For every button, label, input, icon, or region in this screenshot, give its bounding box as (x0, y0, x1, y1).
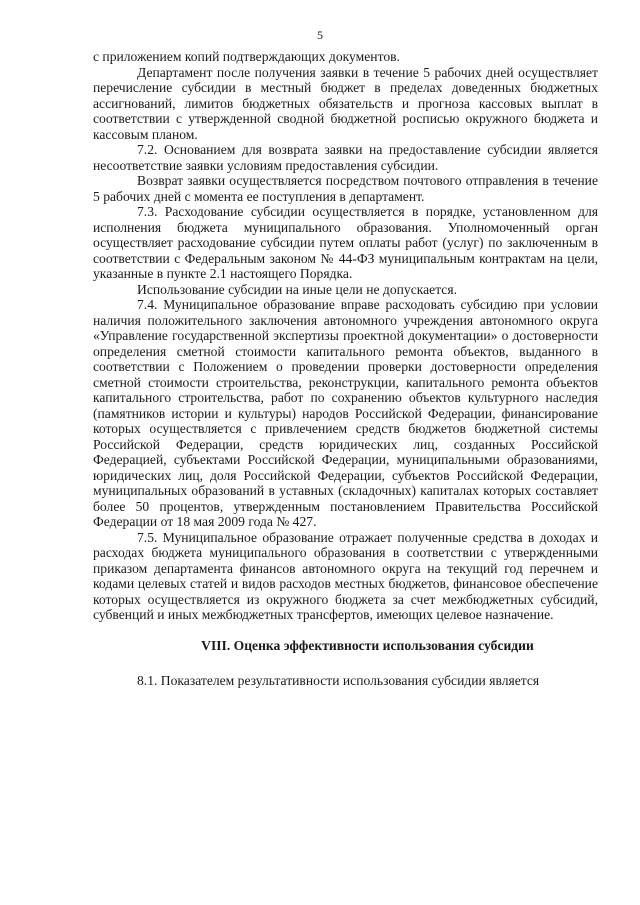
section-heading: VIII. Оценка эффективности использования субсидии (201, 637, 534, 653)
paragraph: 7.4. Муниципальное образование вправе расходовать субсидию при условии наличия положительного заключения автономного учреждения автономного округа «Управление государственной экспертизы проектной документации» о достоверности определения сметной стоимости капитального ремонта объектов, выданного в соответствии с Положением о проведении проверки достоверности определения сметной стоимости строительства, реконструкции, капитального ремонта объектов капитального строительства, работ по сохранению объектов культурного наследия (памятников истории и культуры) народов Российской Федерации, финансирование которых осуществляется с привлечением средств бюджетов бюджетной системы Российской Федерации, средств юридических лиц, созданных Российской Федерацией, субъектами Российской Федерации, муниципальными образованиями, юридических лиц, доля Российской Федерации, субъектов Российской Федерации, муниципальных образований в уставных (складочных) капиталах которых составляет более 50 процентов, утвержденным постановлением Правительства Российской Федерации от 18 мая 2009 года № 427. (93, 297, 598, 529)
paragraph: Департамент после получения заявки в течение 5 рабочих дней осуществляет перечисление субсидии в местный бюджет в пределах доведенных бюджетных ассигнований, лимитов бюджетных обязательств и прогноза кассовых выплат в соответствии с утвержденной сводной бюджетной росписью окружного бюджета и кассовым планом. (93, 64, 598, 142)
page-number: 5 (317, 28, 323, 42)
paragraph: Возврат заявки осуществляется посредством почтового отправления в течение 5 рабочих дней с момента ее поступления в департамент. (93, 173, 598, 204)
paragraph: 7.5. Муниципальное образование отражает полученные средства в доходах и расходах бюджета муниципального образования в соответствии с утвержденными приказом департамента финансов автономного округа на текущий год перечнем и кодами целевых статей и видов расходов местных бюджетов, финансовое обеспечение которых осуществляется из окружного бюджета за счет межбюджетных субсидий, субвенций и иных межбюджетных трансфертов, имеющих целевое назначение. (93, 529, 598, 622)
document-body (93, 49, 598, 689)
paragraph: 7.2. Основанием для возврата заявки на предоставление субсидии является несоответствие заявки условиям предоставления субсидии. (93, 142, 598, 173)
paragraph: 8.1. Показателем результативности использования субсидии является (137, 673, 540, 688)
paragraph: 7.3. Расходование субсидии осуществляется в порядке, установленном для исполнения бюджета муниципального образования. Уполномоченный орган осуществляет расходование субсидии путем оплаты работ (услуг) по заключенным в соответствии с Федеральным законом № 44-ФЗ муниципальным контрактам на цели, указанные в пункте 2.1 настоящего Порядка. (93, 204, 598, 281)
paragraph: Использование субсидии на иные цели не допускается. (137, 281, 457, 297)
paragraph: с приложением копий подтверждающих документов. (93, 49, 400, 64)
